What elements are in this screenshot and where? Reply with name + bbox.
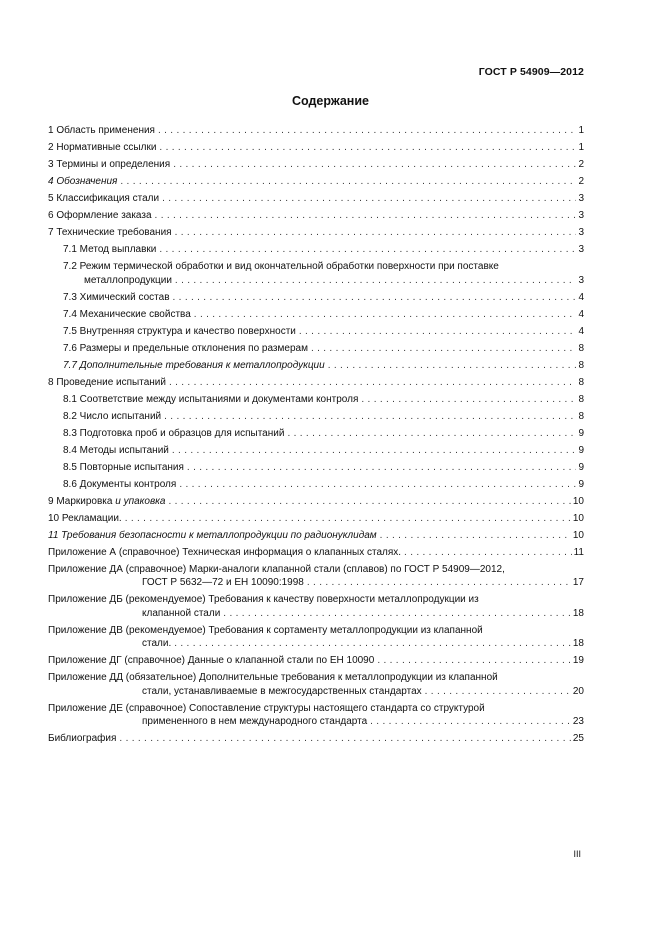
toc-entry-text: 3 Термины и определения bbox=[48, 159, 171, 170]
toc-page-number: 1 bbox=[578, 125, 584, 136]
toc-entry-text: 8.5 Повторные испытания bbox=[63, 461, 184, 473]
toc-page-number: 23 bbox=[572, 716, 584, 727]
leader-dots bbox=[164, 410, 576, 424]
leader-dots bbox=[175, 274, 577, 288]
toc-entry-text: Приложение А (справочное) Техническая информация о клапанных сталях. bbox=[48, 546, 402, 558]
toc-entry-2[interactable] bbox=[48, 141, 584, 158]
toc-page-number: 4 bbox=[578, 308, 584, 320]
toc-entry-text: 2 Нормативные ссылки bbox=[48, 142, 157, 153]
leader-dots bbox=[120, 175, 576, 189]
toc-entry-text-line2: ГОСТ Р 5632—72 и ЕН 10090:1998 bbox=[142, 577, 304, 588]
leader-dots bbox=[169, 376, 576, 390]
toc-entry-text-line1: 7.2 Режим термической обработки и вид окончательной обработки поверхности при поставке bbox=[63, 261, 499, 272]
leader-dots bbox=[158, 124, 576, 138]
leader-dots bbox=[155, 209, 577, 223]
toc-page-number: 18 bbox=[572, 638, 584, 649]
toc-entry-8-3[interactable] bbox=[48, 427, 584, 444]
leader-dots bbox=[173, 158, 576, 172]
leader-dots bbox=[380, 529, 571, 543]
toc-entry-10[interactable] bbox=[48, 512, 584, 529]
toc-appendix-dv[interactable] bbox=[48, 624, 584, 655]
toc-entry-text: 7.1 Метод выплавки bbox=[63, 244, 157, 255]
toc-entry-text: 4 Обозначения bbox=[48, 176, 118, 187]
toc-entry-7-1[interactable] bbox=[48, 243, 584, 260]
toc-page-number: 3 bbox=[578, 210, 584, 221]
leader-dots bbox=[328, 359, 577, 373]
toc-entry-6[interactable] bbox=[48, 209, 584, 226]
toc-page-number: 11 bbox=[573, 546, 584, 558]
leader-dots bbox=[119, 732, 570, 746]
leader-dots bbox=[361, 393, 576, 407]
toc-page-number: 18 bbox=[572, 607, 584, 619]
toc-entry-text: 11 Требования безопасности к металлопродукции по радионуклидам bbox=[48, 529, 377, 541]
toc-entry-text: 8.3 Подготовка проб и образцов для испытаний bbox=[63, 427, 285, 439]
leader-dots bbox=[370, 715, 571, 729]
toc-entry-11[interactable] bbox=[48, 529, 584, 546]
toc-entry-7-4[interactable] bbox=[48, 308, 584, 325]
toc-entry-text-line1: Приложение ДВ (рекомендуемое) Требования к сортаменту металлопродукции из клапанной bbox=[48, 624, 483, 636]
toc-appendix-da[interactable] bbox=[48, 563, 584, 594]
toc-entry-7-3[interactable] bbox=[48, 291, 584, 308]
toc-entry-text-line2: металлопродукции bbox=[84, 274, 172, 286]
table-of-contents bbox=[48, 124, 584, 749]
leader-dots bbox=[175, 226, 577, 240]
leader-dots bbox=[125, 512, 571, 526]
toc-page-number: 17 bbox=[572, 577, 584, 588]
toc-page-number: 2 bbox=[578, 176, 584, 187]
leader-dots bbox=[179, 478, 576, 492]
toc-page-number: 4 bbox=[578, 291, 584, 303]
toc-entry-text: 7 Технические требования bbox=[48, 227, 172, 238]
toc-entry-text-line1: Приложение ДЕ (справочное) Сопоставление структуры настоящего стандарта со структурой bbox=[48, 702, 485, 714]
toc-entry-text: 7.3 Химический состав bbox=[63, 291, 170, 303]
toc-appendix-a[interactable] bbox=[48, 546, 584, 563]
toc-entry-4[interactable] bbox=[48, 175, 584, 192]
leader-dots bbox=[159, 243, 576, 257]
leader-dots bbox=[377, 654, 571, 668]
leader-dots bbox=[162, 192, 576, 206]
toc-entry-text: 7.6 Размеры и предельные отклонения по размерам bbox=[63, 342, 308, 354]
toc-entry-text-line2: стали, устанавливаемые в межгосударственных стандартах bbox=[142, 685, 422, 697]
toc-entry-text: 8 Проведение испытаний bbox=[48, 376, 166, 388]
toc-entry-8-6[interactable] bbox=[48, 478, 584, 495]
leader-dots bbox=[404, 546, 572, 560]
toc-bibliography[interactable] bbox=[48, 732, 584, 749]
toc-entry-text-line1: Приложение ДБ (рекомендуемое) Требования к качеству поверхности металлопродукции из bbox=[48, 594, 479, 605]
toc-entry-text: 7.4 Механические свойства bbox=[63, 308, 191, 320]
document-id: ГОСТ Р 54909—2012 bbox=[478, 66, 584, 78]
leader-dots bbox=[287, 427, 576, 441]
page-title: Содержание bbox=[291, 94, 369, 108]
leader-dots bbox=[172, 444, 577, 458]
toc-page-number: 9 bbox=[578, 461, 584, 473]
toc-entry-text: 7.5 Внутренняя структура и качество поверхности bbox=[63, 325, 296, 337]
toc-entry-text-line1: Приложение ДД (обязательное) Дополнительные требования к металлопродукции из клапанной bbox=[48, 672, 498, 683]
toc-page-number: 10 bbox=[572, 512, 584, 524]
toc-entry-text: 6 Оформление заказа bbox=[48, 210, 152, 221]
leader-dots bbox=[187, 461, 577, 475]
toc-page-number: 3 bbox=[578, 244, 584, 255]
toc-appendix-de[interactable] bbox=[48, 702, 584, 733]
leader-dots bbox=[173, 291, 577, 305]
toc-entry-text bbox=[48, 495, 168, 509]
leader-dots bbox=[307, 576, 571, 590]
toc-page-number: 1 bbox=[578, 142, 584, 153]
leader-dots bbox=[174, 637, 571, 651]
toc-page-number: 3 bbox=[578, 193, 584, 204]
toc-entry-text: 8.6 Документы контроля bbox=[63, 478, 177, 490]
toc-entry-text-line2: стали. bbox=[142, 638, 172, 649]
toc-entry-text: Приложение ДГ (справочное) Данные о клапанной стали по ЕН 10090 bbox=[48, 655, 375, 666]
toc-page-number: 3 bbox=[578, 227, 584, 238]
toc-entry-7-5[interactable] bbox=[48, 325, 584, 342]
toc-entry-7[interactable] bbox=[48, 226, 584, 243]
toc-entry-8-4[interactable] bbox=[48, 444, 584, 461]
toc-page-number: 3 bbox=[578, 274, 584, 286]
toc-page-number: 20 bbox=[572, 685, 584, 697]
toc-entry-7-7[interactable] bbox=[48, 359, 584, 376]
leader-dots bbox=[159, 141, 576, 155]
toc-entry-text: 1 Область применения bbox=[48, 125, 155, 136]
toc-entry-8[interactable] bbox=[48, 376, 584, 393]
toc-entry-text: Библиография bbox=[48, 733, 117, 744]
toc-page-number: 10 bbox=[572, 495, 584, 507]
toc-entry-1[interactable] bbox=[48, 124, 584, 141]
toc-entry-8-2[interactable] bbox=[48, 410, 584, 427]
toc-entry-text-line2: клапанной стали bbox=[142, 607, 221, 619]
toc-page-number: 10 bbox=[572, 529, 584, 541]
toc-page-number: 8 bbox=[578, 359, 584, 371]
toc-entry-text: 7.7 Дополнительные требования к металлопродукции bbox=[63, 359, 325, 371]
toc-entry-3[interactable] bbox=[48, 158, 584, 175]
toc-entry-text-normal: 9 Маркировка bbox=[48, 495, 116, 507]
toc-entry-text: 8.4 Методы испытаний bbox=[63, 444, 169, 456]
toc-entry-text: 10 Рекламации. bbox=[48, 512, 122, 524]
toc-entry-8-1[interactable] bbox=[48, 393, 584, 410]
toc-page-number: 8 bbox=[578, 393, 584, 405]
toc-page-number: 8 bbox=[578, 376, 584, 388]
toc-entry-text: 8.2 Число испытаний bbox=[63, 410, 162, 422]
toc-entry-9[interactable] bbox=[48, 495, 584, 512]
toc-page-number: 25 bbox=[572, 733, 584, 744]
toc-entry-text: 5 Классификация стали bbox=[48, 193, 160, 204]
toc-page-number: 4 bbox=[578, 325, 584, 337]
leader-dots bbox=[311, 342, 576, 356]
page-number: III bbox=[573, 849, 581, 859]
leader-dots bbox=[425, 685, 571, 699]
toc-entry-text-italic: и упаковка bbox=[115, 495, 166, 507]
toc-page-number: 8 bbox=[578, 410, 584, 422]
leader-dots bbox=[299, 325, 577, 339]
toc-page-number: 8 bbox=[578, 342, 584, 354]
toc-appendix-dg[interactable] bbox=[48, 654, 584, 671]
toc-entry-7-2[interactable] bbox=[48, 260, 584, 291]
leader-dots bbox=[168, 495, 570, 509]
toc-appendix-db[interactable] bbox=[48, 593, 584, 624]
toc-entry-text-line1: Приложение ДА (справочное) Марки-аналоги клапанной стали (сплавов) по ГОСТ Р 54909—2012, bbox=[48, 563, 505, 575]
toc-entry-text-line2: примененного в нем международного стандарта bbox=[142, 716, 368, 727]
toc-entry-7-6[interactable] bbox=[48, 342, 584, 359]
toc-page-number: 19 bbox=[572, 655, 584, 666]
leader-dots bbox=[223, 607, 571, 621]
toc-page-number: 2 bbox=[578, 159, 584, 170]
leader-dots bbox=[194, 308, 577, 322]
toc-entry-5[interactable] bbox=[48, 192, 584, 209]
toc-page-number: 9 bbox=[578, 478, 584, 490]
toc-page-number: 9 bbox=[578, 444, 584, 456]
toc-appendix-dd[interactable] bbox=[48, 671, 584, 702]
toc-entry-text: 8.1 Соответствие между испытаниями и документами контроля bbox=[63, 393, 359, 405]
toc-page-number: 9 bbox=[578, 427, 584, 439]
toc-entry-8-5[interactable] bbox=[48, 461, 584, 478]
